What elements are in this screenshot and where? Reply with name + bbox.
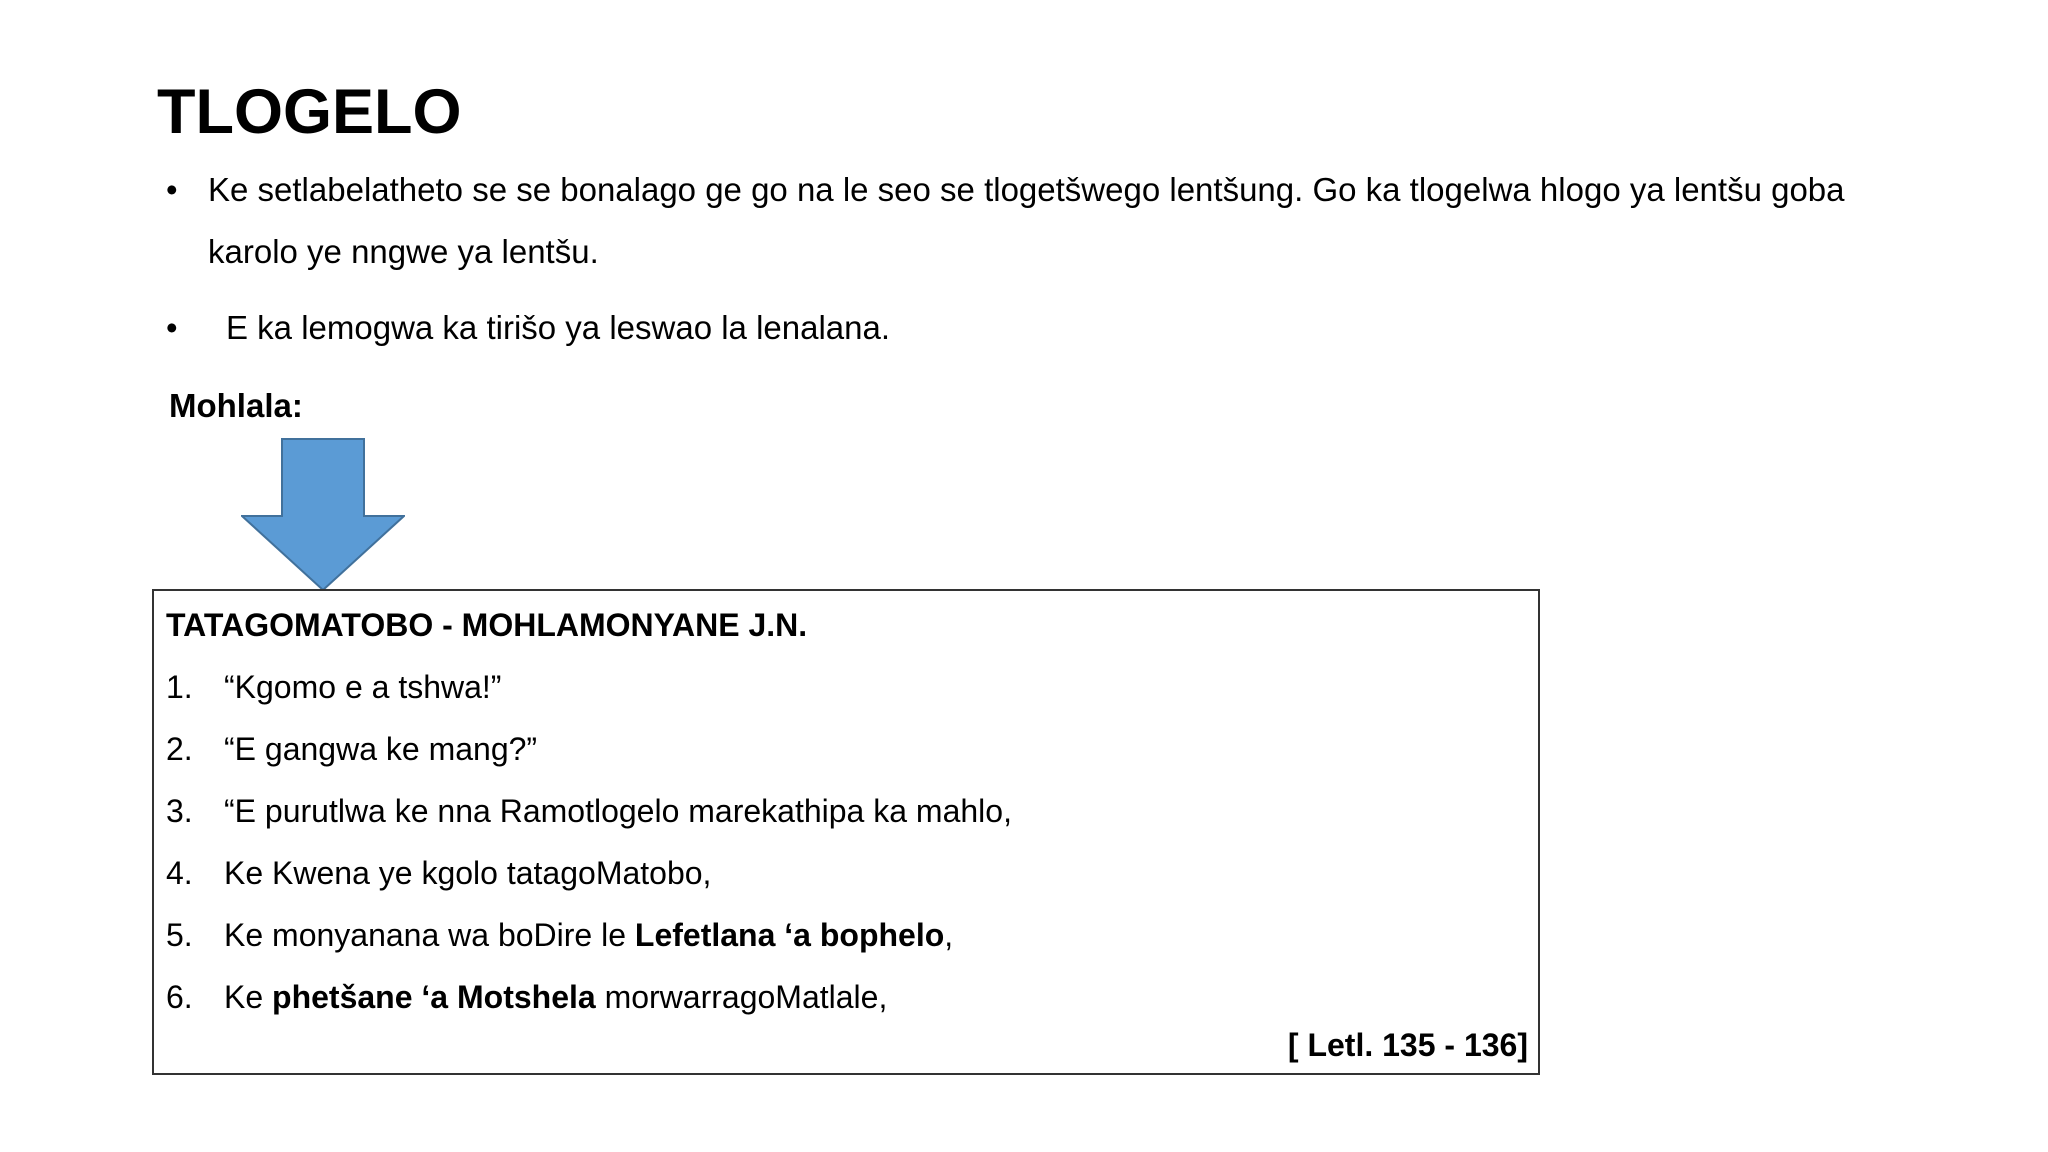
line-number: 4. — [166, 855, 193, 891]
line-text-segment: “E gangwa ke mang?” — [224, 731, 538, 767]
poem-excerpt-box — [152, 589, 1540, 1075]
line-text-segment: Ke Kwena ye kgolo tatagoMatobo, — [224, 855, 712, 891]
line-number: 1. — [166, 669, 193, 705]
down-arrow-shape — [242, 439, 404, 590]
line-text — [224, 975, 887, 1019]
line-text — [224, 789, 1012, 833]
bullet-marker: • — [166, 309, 178, 346]
line-text-segment: morwarragoMatlale, — [595, 979, 888, 1015]
bullet-text: Ke setlabelatheto se se bonalago ge go na le seo se tlogetšwego lentšung. Go ka tlogelwa hlogo ya lentšu goba karolo ye nngwe ya lentšu. — [208, 171, 1845, 270]
line-text-segment: “Kgomo e a tshwa!” — [224, 669, 502, 705]
line-text-bold: Lefetlana ‘a bophelo — [634, 917, 945, 953]
down-arrow-icon — [241, 438, 405, 591]
line-text — [224, 851, 711, 895]
bullet-text: E ka lemogwa ka tirišo ya leswao la lenalana. — [226, 309, 891, 346]
line-text — [224, 665, 501, 709]
line-number: 3. — [166, 793, 193, 829]
line-text-segment: Ke — [224, 979, 273, 1015]
bullet-marker: • — [166, 171, 178, 208]
line-text-segment: Ke monyanana wa boDire le — [224, 917, 635, 953]
line-number: 2. — [166, 731, 193, 767]
page-citation: [ Letl. 135 - 136] — [1287, 1027, 1528, 1063]
line-text-segment: “E purutlwa ke nna Ramotlogelo marekathipa ka mahlo, — [224, 793, 1012, 829]
line-text — [224, 727, 537, 771]
line-text-bold: phetšane ‘a Motshela — [272, 979, 596, 1015]
poem-heading: TATAGOMATOBO - MOHLAMONYANE J.N. — [166, 607, 808, 643]
line-text — [224, 913, 953, 957]
page-title: TLOGELO — [157, 77, 462, 147]
line-number: 5. — [166, 917, 193, 953]
line-text-segment: , — [944, 917, 954, 953]
example-label: Mohlala: — [169, 387, 303, 424]
line-number: 6. — [166, 979, 193, 1015]
